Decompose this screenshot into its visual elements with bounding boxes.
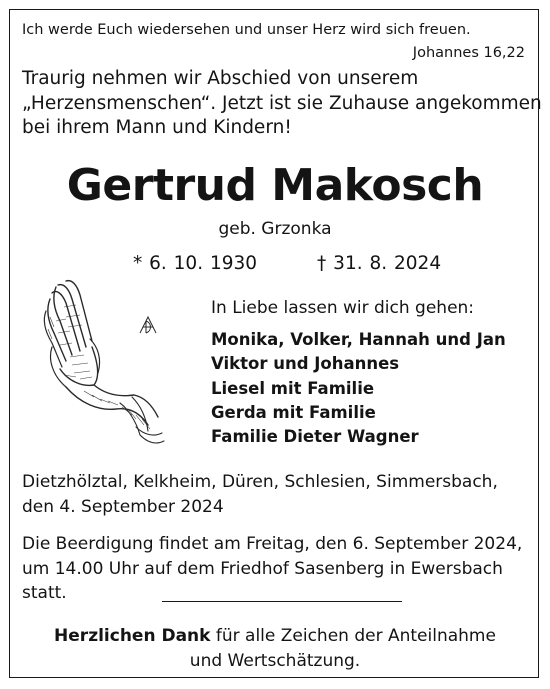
mourner-name: Monika, Volker, Hannah und Jan [211, 330, 506, 349]
mourner-name: Viktor und Johannes [211, 354, 400, 374]
thanks-text [0, 624, 550, 673]
verse-reference: Johannes 16,22 [412, 45, 525, 61]
funeral-line: Die Beerdigung findet am Freitag, den 6. September 2024, [22, 534, 523, 554]
funeral-line: statt. [22, 583, 67, 603]
thanks-line: und Wertschätzung. [189, 650, 361, 671]
intro-line: bei ihrem Mann und Kindern! [22, 117, 292, 138]
deceased-name: Gertrud Makosch [66, 160, 484, 211]
divider-line [162, 601, 402, 602]
mourners-list [211, 328, 506, 449]
mourner-name: Gerda mit Familie [211, 402, 376, 422]
mourner-name: Familie Dieter Wagner [211, 427, 419, 447]
death-date: † 31. 8. 2024 [317, 253, 442, 274]
funeral-info [22, 532, 522, 606]
bible-verse: Ich werde Euch wiedersehen und unser Herz wird sich freuen. [22, 22, 471, 38]
praying-hands-icon [36, 277, 166, 452]
intro-line: „Herzensmenschen“. Jetzt ist sie Zuhause angekommen [22, 92, 542, 114]
maiden-name: geb. Grzonka [218, 219, 332, 239]
funeral-line: um 14.00 Uhr auf dem Friedhof Sasenberg in Ewersbach [22, 558, 503, 579]
mourner-name: Liesel mit Familie [211, 378, 375, 398]
life-dates [133, 253, 441, 274]
birth-date: * 6. 10. 1930 [133, 253, 258, 274]
thanks-line [0, 624, 550, 649]
date-line: den 4. September 2024 [22, 496, 224, 517]
place-and-date [22, 470, 498, 519]
thanks-rest: für alle Zeichen der Anteilnahme [210, 626, 496, 646]
place-line: Dietzhölztal, Kelkheim, Düren, Schlesien, Simmersbach, [22, 472, 498, 492]
mourners-intro: In Liebe lassen wir dich gehen: [211, 298, 475, 318]
thanks-bold: Herzlichen Dank [54, 626, 211, 646]
intro-line: Traurig nehmen wir Abschied von unserem [22, 68, 419, 89]
intro-text [22, 67, 542, 141]
